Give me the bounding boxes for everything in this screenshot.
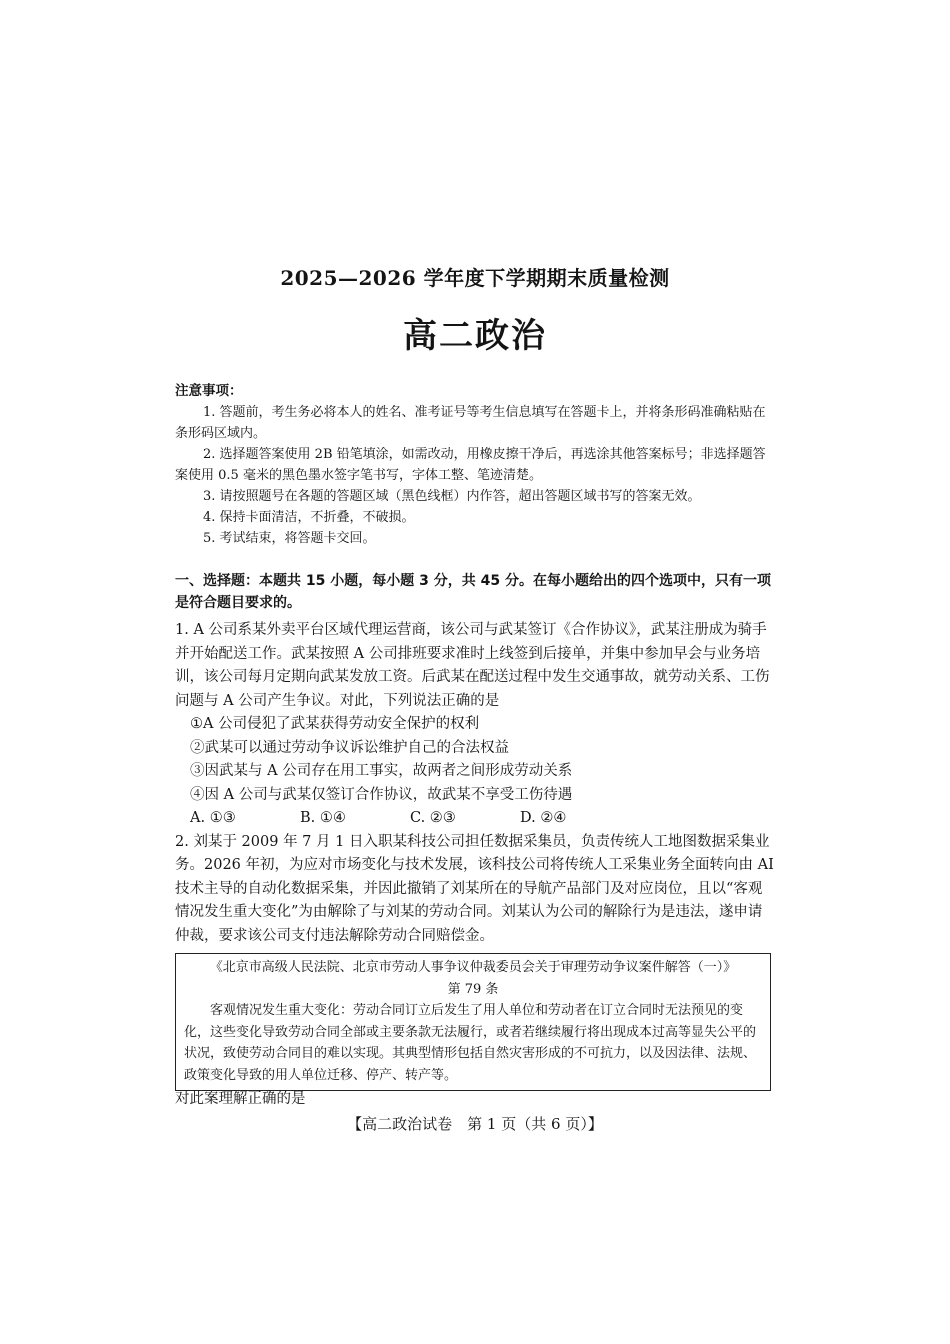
questions-block xyxy=(175,619,775,948)
question-1-stem: 1. A 公司系某外卖平台区域代理运营商，该公司与武某签订《合作协议》，武某注册成为骑手并开始配送工作。武某按照 A 公司排班要求准时上线签到后接单，并集中参加早会与业务培训，该公司每月定期向武某发放工资。后武某在配送过程中发生交通事故，就劳动关系、工伤问题与 A 公司产生争议。对此，下列说法正确的是 xyxy=(175,622,770,709)
question-2-ask: 对此案理解正确的是 xyxy=(175,1091,306,1107)
choice-d: D. ②④ xyxy=(520,810,567,826)
quote-title: 《北京市高级人民法院、北京市劳动人事争议仲裁委员会关于审理劳动争议案件解答（一）》 xyxy=(209,960,737,975)
subject-title: 高二政治 xyxy=(403,316,547,356)
notice-block xyxy=(175,381,775,549)
legal-quote-box xyxy=(175,953,771,1091)
choice-c: C. ②③ xyxy=(410,810,456,826)
notice-item: 3. 请按照题号在各题的答题区域（黑色线框）内作答，超出答题区域书写的答案无效。 xyxy=(203,489,701,504)
choice-b: B. ①④ xyxy=(300,810,346,826)
section-heading: 一、选择题：本题共 15 小题，每小题 3 分，共 45 分。在每小题给出的四个选项中，只有一项是符合题目要求的。 xyxy=(175,573,771,611)
question-1-option: ②武某可以通过劳动争议诉讼维护自己的合法权益 xyxy=(190,739,509,756)
notice-item: 4. 保持卡面清洁，不折叠，不破损。 xyxy=(203,510,415,525)
question-1-option: ①A 公司侵犯了武某获得劳动安全保护的权利 xyxy=(190,716,480,732)
quote-article: 第 79 条 xyxy=(447,981,499,997)
quote-body: 客观情况发生重大变化：劳动合同订立后发生了用人单位和劳动者在订立合同时无法预见的变化，这些变化导致劳动合同全部或主要条款无法履行，或者若继续履行将出现成本过高等显失公平的状况，致使劳动合同目的难以实现。其典型情形包括自然灾害形成的不可抗力，以及因法律、法规、政策变化导致的用人单位迁移、停产、转产等。 xyxy=(184,1003,757,1083)
notice-item: 5. 考试结束，将答题卡交回。 xyxy=(203,531,376,546)
notice-item: 2. 选择题答案使用 2B 铅笔填涂，如需改动，用橡皮擦干净后，再选涂其他答案标号；非选择题答案使用 0.5 毫米的黑色墨水签字笔书写，字体工整、笔迹清楚。 xyxy=(175,447,766,483)
notice-heading: 注意事项： xyxy=(175,383,243,399)
page-footer: 【高二政治试卷 第 1 页（共 6 页）】 xyxy=(347,1115,603,1133)
question-1-option: ④因 A 公司与武某仅签订合作协议，故武某不享受工伤待遇 xyxy=(190,786,573,803)
choice-a: A. ①③ xyxy=(190,810,236,826)
exam-title: 2025—2026 学年度下学期期末质量检测 xyxy=(280,266,670,290)
question-1-choices xyxy=(175,807,775,831)
question-2-stem: 2. 刘某于 2009 年 7 月 1 日入职某科技公司担任数据采集员，负责传统人工地图数据采集业务。2026 年初，为应对市场变化与技术发展，该科技公司将传统人工采集业务全面转向由 AI 技术主导的自动化数据采集，并因此撤销了刘某所在的导航产品部门及对应岗位，且以“客观情况发生重大变化”为由解除了与刘某的劳动合同。刘某认为公司的解除行为是违法，遂申请仲裁，要求该公司支付违法解除劳动合同赔偿金。 xyxy=(175,833,774,944)
question-1-option: ③因武某与 A 公司存在用工事实，故两者之间形成劳动关系 xyxy=(190,763,573,779)
notice-item: 1. 答题前，考生务必将本人的姓名、准考证号等考生信息填写在答题卡上，并将条形码准确粘贴在条形码区域内。 xyxy=(175,405,766,441)
